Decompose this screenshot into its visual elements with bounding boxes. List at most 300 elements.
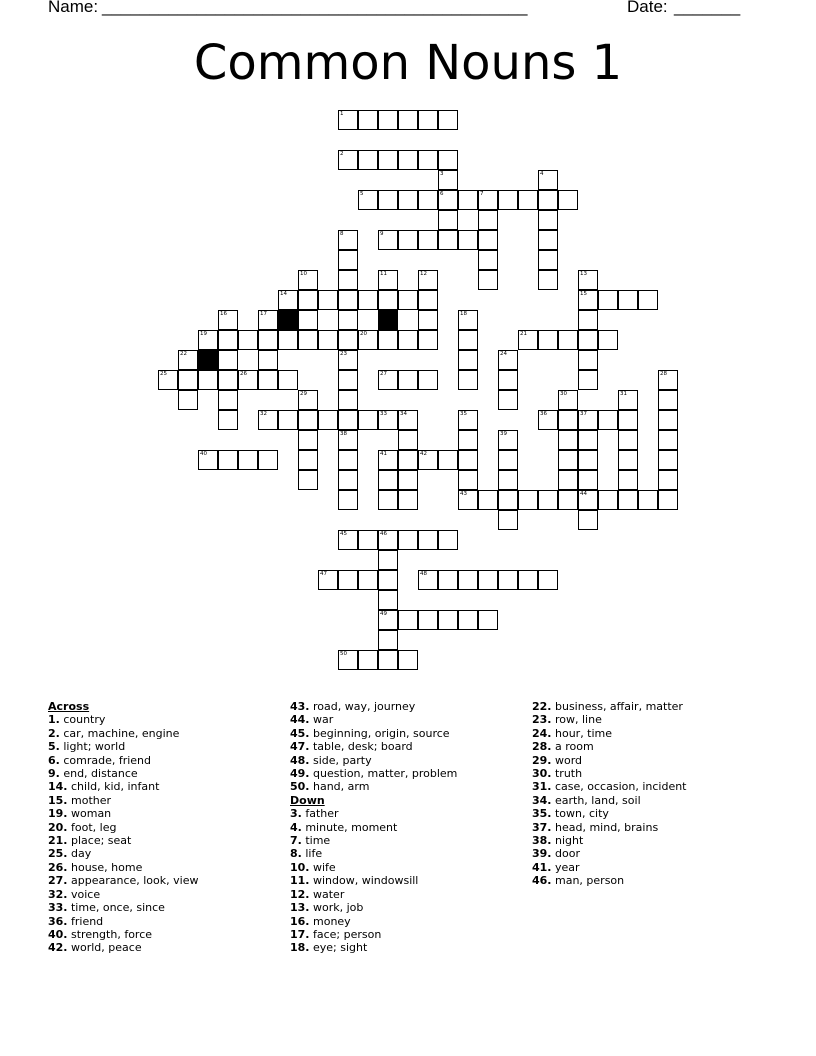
clue-item-text: foot, leg	[67, 820, 117, 834]
grid-cell[interactable]	[458, 450, 478, 470]
grid-cell[interactable]	[358, 410, 378, 430]
clue-number: 8	[340, 231, 344, 237]
name-line[interactable]: _____________________________________________	[102, 0, 528, 16]
grid-cell[interactable]	[498, 450, 518, 470]
clue-item-text: time	[301, 834, 331, 848]
grid-cell[interactable]	[418, 290, 438, 310]
grid-cell[interactable]	[398, 110, 418, 130]
grid-cell[interactable]	[358, 530, 378, 550]
grid-cell[interactable]	[398, 490, 418, 510]
grid-cell[interactable]	[598, 330, 618, 350]
clue-item	[290, 861, 457, 874]
grid-cell[interactable]	[218, 350, 238, 370]
clue-item	[532, 861, 687, 874]
grid-cell[interactable]	[378, 550, 398, 570]
clue-item-number: 49.	[290, 767, 310, 781]
clue-item-text: door	[551, 847, 580, 861]
grid-cell[interactable]	[638, 490, 658, 510]
grid-cell[interactable]	[458, 330, 478, 350]
grid-cell[interactable]	[618, 470, 638, 490]
grid-cell[interactable]	[658, 410, 678, 430]
clue-item-text: case, occasion, incident	[551, 780, 687, 794]
grid-cell[interactable]	[318, 330, 338, 350]
grid-cell[interactable]	[338, 270, 358, 290]
grid-cell[interactable]	[418, 530, 438, 550]
clue-item-number: 7.	[290, 834, 302, 848]
clue-number: 34	[400, 411, 407, 417]
clue-number: 10	[300, 271, 307, 277]
grid-cell[interactable]	[298, 290, 318, 310]
clue-item-number: 29.	[532, 753, 552, 767]
clue-item-number: 23.	[532, 713, 552, 727]
clue-column-1	[48, 700, 198, 955]
grid-cell[interactable]	[558, 410, 578, 430]
grid-cell[interactable]	[178, 390, 198, 410]
clue-item-text: money	[309, 914, 351, 928]
grid-cell[interactable]	[358, 150, 378, 170]
clue-item-number: 48.	[290, 753, 310, 767]
grid-cell[interactable]	[578, 470, 598, 490]
grid-cell[interactable]	[418, 310, 438, 330]
clue-item-text: year	[551, 860, 580, 874]
grid-cell[interactable]	[278, 410, 298, 430]
grid-cell[interactable]	[298, 470, 318, 490]
clue-item	[290, 754, 457, 767]
grid-cell[interactable]	[258, 450, 278, 470]
grid-cell[interactable]	[618, 450, 638, 470]
grid-cell[interactable]	[398, 530, 418, 550]
clue-item	[532, 834, 687, 847]
clue-item-number: 31.	[532, 780, 552, 794]
clue-number: 12	[420, 271, 427, 277]
grid-cell[interactable]	[518, 570, 538, 590]
clue-number: 26	[240, 371, 247, 377]
clue-item-number: 1.	[48, 713, 60, 727]
grid-cell[interactable]	[278, 330, 298, 350]
grid-cell[interactable]	[618, 290, 638, 310]
grid-cell[interactable]	[378, 490, 398, 510]
clue-number: 9	[380, 231, 384, 237]
clue-item	[290, 713, 457, 726]
clue-item-text: face; person	[309, 927, 382, 941]
grid-cell[interactable]	[338, 330, 358, 350]
grid-cell[interactable]	[498, 570, 518, 590]
clue-column-3	[532, 700, 687, 888]
grid-cell[interactable]	[458, 190, 478, 210]
grid-cell[interactable]	[198, 370, 218, 390]
clue-item-number: 39.	[532, 847, 552, 861]
grid-cell[interactable]	[578, 450, 598, 470]
grid-cell[interactable]	[438, 530, 458, 550]
clue-item	[48, 941, 198, 954]
grid-cell[interactable]	[298, 430, 318, 450]
grid-cell[interactable]	[438, 450, 458, 470]
clue-item-text: mother	[67, 793, 112, 807]
clue-number: 38	[340, 431, 347, 437]
clue-number: 18	[460, 311, 467, 317]
clue-item	[532, 807, 687, 820]
clue-item	[532, 767, 687, 780]
grid-cell[interactable]	[558, 470, 578, 490]
grid-cell[interactable]	[498, 190, 518, 210]
grid-cell[interactable]	[318, 290, 338, 310]
clue-item-text: word	[551, 753, 583, 767]
grid-cell[interactable]	[658, 470, 678, 490]
grid-cell[interactable]	[378, 570, 398, 590]
clue-item	[48, 794, 198, 807]
clue-item	[532, 700, 687, 713]
clue-item-text: earth, land, soil	[551, 793, 641, 807]
grid-cell[interactable]	[218, 410, 238, 430]
grid-cell[interactable]	[558, 490, 578, 510]
name-label: Name:	[48, 0, 99, 16]
clue-item-number: 2.	[48, 726, 60, 740]
clue-item-text: table, desk; board	[309, 740, 413, 754]
grid-cell[interactable]	[458, 470, 478, 490]
clue-number: 7	[480, 191, 484, 197]
grid-cell[interactable]	[538, 230, 558, 250]
grid-cell[interactable]	[418, 610, 438, 630]
clue-item	[290, 901, 457, 914]
grid-cell[interactable]	[338, 470, 358, 490]
grid-cell[interactable]	[338, 370, 358, 390]
grid-cell[interactable]	[478, 210, 498, 230]
grid-cell[interactable]	[378, 150, 398, 170]
grid-cell[interactable]	[558, 330, 578, 350]
clue-number: 28	[660, 371, 667, 377]
clue-item	[48, 834, 198, 847]
clue-item-text: hand, arm	[309, 780, 370, 794]
grid-cell[interactable]	[238, 330, 258, 350]
clue-number: 25	[160, 371, 167, 377]
grid-cell[interactable]	[378, 590, 398, 610]
clue-item	[48, 807, 198, 820]
grid-cell[interactable]	[258, 330, 278, 350]
grid-cell[interactable]	[618, 490, 638, 510]
clue-item-number: 44.	[290, 713, 310, 727]
grid-cell[interactable]	[298, 310, 318, 330]
clue-number: 29	[300, 391, 307, 397]
grid-cell[interactable]	[578, 430, 598, 450]
grid-cell[interactable]	[598, 290, 618, 310]
grid-cell[interactable]	[418, 230, 438, 250]
clue-number: 39	[500, 431, 507, 437]
grid-cell[interactable]	[338, 390, 358, 410]
clue-item-number: 45.	[290, 726, 310, 740]
grid-cell[interactable]	[458, 610, 478, 630]
grid-cell[interactable]	[278, 370, 298, 390]
grid-cell[interactable]	[338, 410, 358, 430]
clue-item-number: 22.	[532, 700, 552, 713]
clue-item-text: car, machine, engine	[59, 726, 180, 740]
clue-item	[532, 727, 687, 740]
clue-item	[290, 740, 457, 753]
grid-cell[interactable]	[538, 250, 558, 270]
grid-cell[interactable]	[578, 370, 598, 390]
clue-item-text: town, city	[551, 807, 609, 821]
grid-cell[interactable]	[338, 250, 358, 270]
clue-item-text: business, affair, matter	[551, 700, 683, 713]
grid-cell[interactable]	[338, 310, 358, 330]
grid-cell[interactable]	[618, 410, 638, 430]
clue-item-text: man, person	[551, 874, 625, 888]
grid-cell[interactable]	[458, 350, 478, 370]
grid-cell[interactable]	[458, 370, 478, 390]
grid-cell[interactable]	[538, 570, 558, 590]
grid-cell[interactable]	[438, 230, 458, 250]
clue-item-number: 10.	[290, 860, 310, 874]
clue-number: 2	[340, 151, 344, 157]
clue-number: 14	[280, 291, 287, 297]
grid-cell[interactable]	[358, 650, 378, 670]
clue-item-number: 13.	[290, 901, 310, 915]
clue-item-text: night	[551, 834, 584, 848]
clue-number: 4	[540, 171, 544, 177]
grid-cell[interactable]	[258, 370, 278, 390]
clue-number: 47	[320, 571, 327, 577]
clue-item	[290, 807, 457, 820]
grid-cell[interactable]	[338, 570, 358, 590]
clue-item-number: 14.	[48, 780, 68, 794]
grid-cell[interactable]	[558, 450, 578, 470]
clue-item	[48, 847, 198, 860]
clue-number: 36	[540, 411, 547, 417]
grid-cell[interactable]	[398, 190, 418, 210]
clue-item-number: 15.	[48, 793, 68, 807]
clue-item-text: water	[309, 887, 345, 901]
grid-cell[interactable]	[318, 410, 338, 430]
clue-item-text: a room	[551, 740, 594, 754]
clue-item-number: 37.	[532, 820, 552, 834]
grid-cell[interactable]	[218, 390, 238, 410]
grid-cell[interactable]	[418, 190, 438, 210]
clue-item-text: time, once, since	[67, 901, 165, 915]
grid-cell[interactable]	[378, 190, 398, 210]
clue-item-number: 47.	[290, 740, 310, 754]
clue-item	[532, 874, 687, 887]
grid-cell[interactable]	[538, 190, 558, 210]
clue-item-text: wife	[309, 860, 336, 874]
grid-cell[interactable]	[578, 310, 598, 330]
grid-cell[interactable]	[478, 610, 498, 630]
grid-cell[interactable]	[498, 370, 518, 390]
clue-item-text: minute, moment	[301, 820, 398, 834]
clue-number: 16	[220, 311, 227, 317]
black-square	[278, 310, 298, 330]
grid-cell[interactable]	[338, 290, 358, 310]
grid-cell[interactable]	[598, 490, 618, 510]
clue-item-text: day	[67, 847, 92, 861]
grid-cell[interactable]	[398, 650, 418, 670]
grid-cell[interactable]	[458, 230, 478, 250]
grid-cell[interactable]	[378, 110, 398, 130]
down-heading: Down	[290, 793, 325, 807]
grid-cell[interactable]	[378, 630, 398, 650]
clue-item-text: end, distance	[59, 767, 138, 781]
clue-item-number: 20.	[48, 820, 68, 834]
grid-cell[interactable]	[578, 510, 598, 530]
grid-cell[interactable]	[218, 450, 238, 470]
clue-item-number: 12.	[290, 887, 310, 901]
clue-number: 3	[440, 171, 444, 177]
clue-item-number: 19.	[48, 807, 68, 821]
clue-number: 50	[340, 651, 347, 657]
grid-cell[interactable]	[518, 490, 538, 510]
grid-cell[interactable]	[398, 430, 418, 450]
clue-number: 44	[580, 491, 587, 497]
clue-item-text: house, home	[67, 860, 143, 874]
grid-cell[interactable]	[238, 450, 258, 470]
grid-cell[interactable]	[658, 430, 678, 450]
clue-item-number: 8.	[290, 847, 302, 861]
grid-cell[interactable]	[438, 610, 458, 630]
clue-item	[290, 700, 457, 713]
grid-cell[interactable]	[438, 150, 458, 170]
clue-number: 48	[420, 571, 427, 577]
grid-cell[interactable]	[378, 330, 398, 350]
grid-cell[interactable]	[478, 250, 498, 270]
grid-cell[interactable]	[638, 290, 658, 310]
grid-cell[interactable]	[438, 210, 458, 230]
grid-cell[interactable]	[538, 270, 558, 290]
grid-cell[interactable]	[398, 150, 418, 170]
date-label: Date:	[627, 0, 668, 16]
grid-cell[interactable]	[578, 330, 598, 350]
grid-cell[interactable]	[458, 570, 478, 590]
clue-item-number: 17.	[290, 927, 310, 941]
clue-item-text: hour, time	[551, 726, 613, 740]
grid-cell[interactable]	[538, 490, 558, 510]
grid-cell[interactable]	[418, 150, 438, 170]
clue-item	[290, 928, 457, 941]
grid-cell[interactable]	[458, 430, 478, 450]
clue-number: 41	[380, 451, 387, 457]
grid-cell[interactable]	[478, 230, 498, 250]
black-square	[378, 310, 398, 330]
page-title: Common Nouns 1	[193, 35, 623, 91]
grid-cell[interactable]	[658, 450, 678, 470]
grid-cell[interactable]	[398, 450, 418, 470]
clue-item	[290, 941, 457, 954]
date-line[interactable]: _______	[674, 0, 741, 16]
clue-item	[532, 821, 687, 834]
grid-cell[interactable]	[298, 410, 318, 430]
grid-cell[interactable]	[418, 330, 438, 350]
grid-cell[interactable]	[478, 570, 498, 590]
clue-item-text: work, job	[309, 901, 364, 915]
grid-cell[interactable]	[558, 430, 578, 450]
grid-cell[interactable]	[358, 570, 378, 590]
grid-cell[interactable]	[518, 190, 538, 210]
grid-cell[interactable]	[398, 610, 418, 630]
grid-cell[interactable]	[418, 370, 438, 390]
grid-cell[interactable]	[338, 450, 358, 470]
grid-cell[interactable]	[338, 490, 358, 510]
grid-cell[interactable]	[558, 190, 578, 210]
clue-item	[48, 767, 198, 780]
grid-cell[interactable]	[358, 110, 378, 130]
grid-cell[interactable]	[658, 490, 678, 510]
clue-item	[48, 713, 198, 726]
grid-cell[interactable]	[478, 270, 498, 290]
grid-cell[interactable]	[538, 210, 558, 230]
clue-item-text: side, party	[309, 753, 372, 767]
clue-number: 31	[620, 391, 627, 397]
grid-cell[interactable]	[378, 290, 398, 310]
grid-cell[interactable]	[218, 370, 238, 390]
clue-item-number: 42.	[48, 941, 68, 955]
clue-item	[48, 727, 198, 740]
clue-heading-row	[290, 794, 457, 807]
grid-cell[interactable]	[398, 330, 418, 350]
clue-item-number: 9.	[48, 767, 60, 781]
grid-cell[interactable]	[498, 470, 518, 490]
grid-cell[interactable]	[618, 430, 638, 450]
clue-number: 19	[200, 331, 207, 337]
grid-cell[interactable]	[398, 370, 418, 390]
grid-cell[interactable]	[298, 450, 318, 470]
clue-item-number: 27.	[48, 874, 68, 888]
clue-number: 24	[500, 351, 507, 357]
black-square	[198, 350, 218, 370]
clue-item-number: 33.	[48, 901, 68, 915]
clue-item-text: question, matter, problem	[309, 767, 458, 781]
grid-cell[interactable]	[358, 290, 378, 310]
grid-cell[interactable]	[438, 110, 458, 130]
clue-number: 37	[580, 411, 587, 417]
grid-cell[interactable]	[658, 390, 678, 410]
grid-cell[interactable]	[378, 650, 398, 670]
grid-cell[interactable]	[398, 470, 418, 490]
clue-item-number: 18.	[290, 941, 310, 955]
grid-cell[interactable]	[498, 510, 518, 530]
grid-cell[interactable]	[498, 490, 518, 510]
clue-item-number: 11.	[290, 874, 310, 888]
clue-number: 1	[340, 111, 344, 117]
grid-cell[interactable]	[258, 350, 278, 370]
grid-cell[interactable]	[578, 350, 598, 370]
grid-cell[interactable]	[298, 330, 318, 350]
clue-item-text: beginning, origin, source	[309, 726, 450, 740]
clue-item-text: country	[59, 713, 106, 727]
clue-item-number: 24.	[532, 726, 552, 740]
clue-item-number: 16.	[290, 914, 310, 928]
grid-cell[interactable]	[178, 370, 198, 390]
clue-item	[48, 928, 198, 941]
grid-cell[interactable]	[418, 110, 438, 130]
grid-cell[interactable]	[598, 410, 618, 430]
clue-item	[290, 874, 457, 887]
clue-number: 21	[520, 331, 527, 337]
grid-cell[interactable]	[378, 470, 398, 490]
clue-number: 30	[560, 391, 567, 397]
clue-item-number: 21.	[48, 834, 68, 848]
grid-cell[interactable]	[478, 490, 498, 510]
grid-cell[interactable]	[398, 290, 418, 310]
grid-cell[interactable]	[438, 570, 458, 590]
clue-item-number: 40.	[48, 927, 68, 941]
grid-cell[interactable]	[398, 230, 418, 250]
grid-cell[interactable]	[218, 330, 238, 350]
clue-number: 23	[340, 351, 347, 357]
clue-item	[532, 794, 687, 807]
grid-cell[interactable]	[538, 330, 558, 350]
grid-cell[interactable]	[498, 390, 518, 410]
clue-item-number: 30.	[532, 767, 552, 781]
clue-item-number: 38.	[532, 834, 552, 848]
clue-item	[48, 888, 198, 901]
clue-number: 46	[380, 531, 387, 537]
